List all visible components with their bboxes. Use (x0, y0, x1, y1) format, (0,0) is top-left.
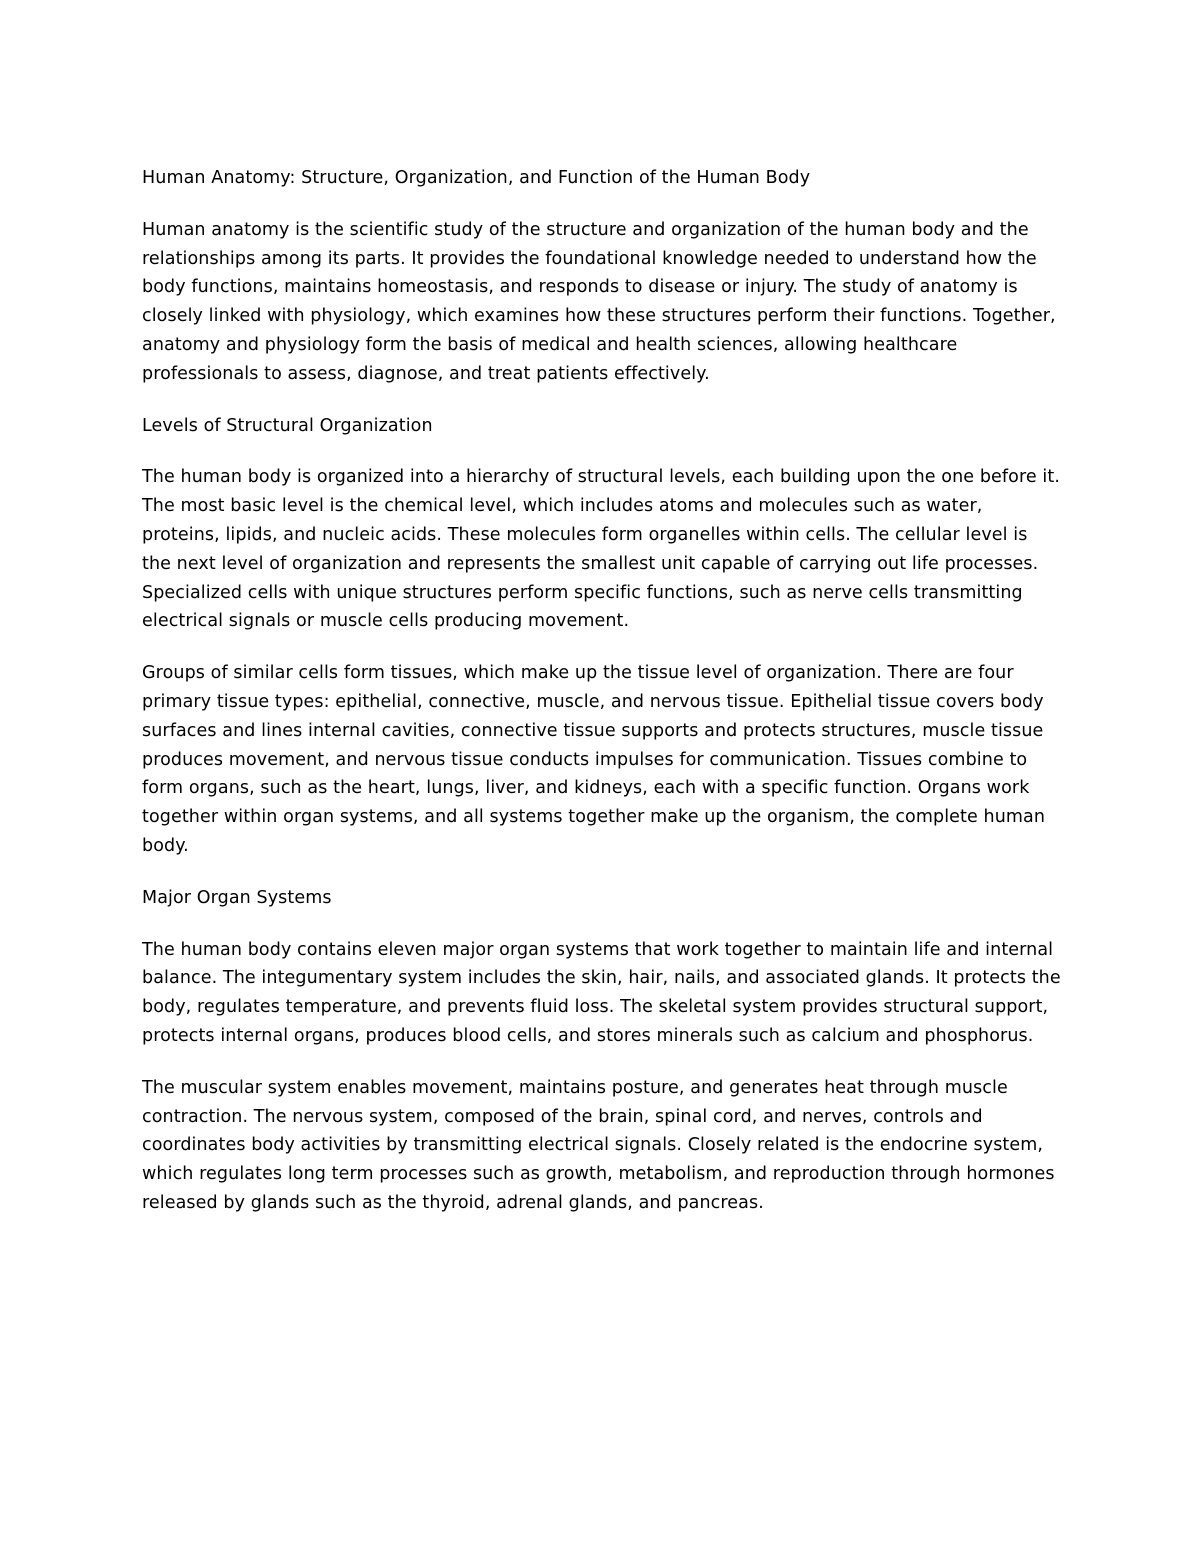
section-heading-structural-organization: Levels of Structural Organization (142, 415, 433, 436)
document-title: Human Anatomy: Structure, Organization, and Function of the Human Body (142, 168, 811, 188)
intro-paragraph: Human anatomy is the scientific study of the structure and organization of the human body and the relationships among its parts. It provides the foundational knowledge needed to understand how the body functions, maintains homeostasis, and responds to disease or injury. The study of anatomy is closely linked with physiology, which examines how these structures perform their functions. Together, anatomy and physiology form the basis of medical and health sciences, allowing healthcare professionals to assess, diagnose, and treat patients effectively. (142, 219, 1056, 384)
structural-organization-paragraph-2: Groups of similar cells form tissues, which make up the tissue level of organization. There are four primary tissue types: epithelial, connective, muscle, and nervous tissue. Epithelial tissue covers body surfaces and lines internal cavities, connective tissue supports and protects structures, muscle tissue produces movement, and nervous tissue conducts impulses for communication. Tissues combine to form organs, such as the heart, lungs, liver, and kidneys, each with a specific function. Organs work together within organ systems, and all systems together make up the organism, the complete human body. (142, 663, 1046, 856)
organ-systems-paragraph-2: The muscular system enables movement, maintains posture, and generates heat through muscle contraction. The nervous system, composed of the brain, spinal cord, and nerves, controls and coordinates body activities by transmitting electrical signals. Closely related is the endocrine system, which regulates long term processes such as growth, metabolism, and reproduction through hormones released by glands such as the thyroid, adrenal glands, and pancreas. (142, 1077, 1055, 1213)
section-heading-organ-systems: Major Organ Systems (142, 887, 332, 908)
structural-organization-paragraph-1: The human body is organized into a hierarchy of structural levels, each building upon the one before it. The most basic level is the chemical level, which includes atoms and molecules such as water, proteins, lipids, and nucleic acids. These molecules form organelles within cells. The cellular level is the next level of organization and represents the smallest unit capable of carrying out life processes. Specialized cells with unique structures perform specific functions, such as nerve cells transmitting electrical signals or muscle cells producing movement. (142, 467, 1060, 632)
document-body (142, 164, 1062, 1241)
organ-systems-paragraph-1: The human body contains eleven major organ systems that work together to maintain life and internal balance. The integumentary system includes the skin, hair, nails, and associated glands. It protects the body, regulates temperature, and prevents fluid loss. The skeletal system provides structural support, protects internal organs, produces blood cells, and stores minerals such as calcium and phosphorus. (142, 939, 1061, 1046)
